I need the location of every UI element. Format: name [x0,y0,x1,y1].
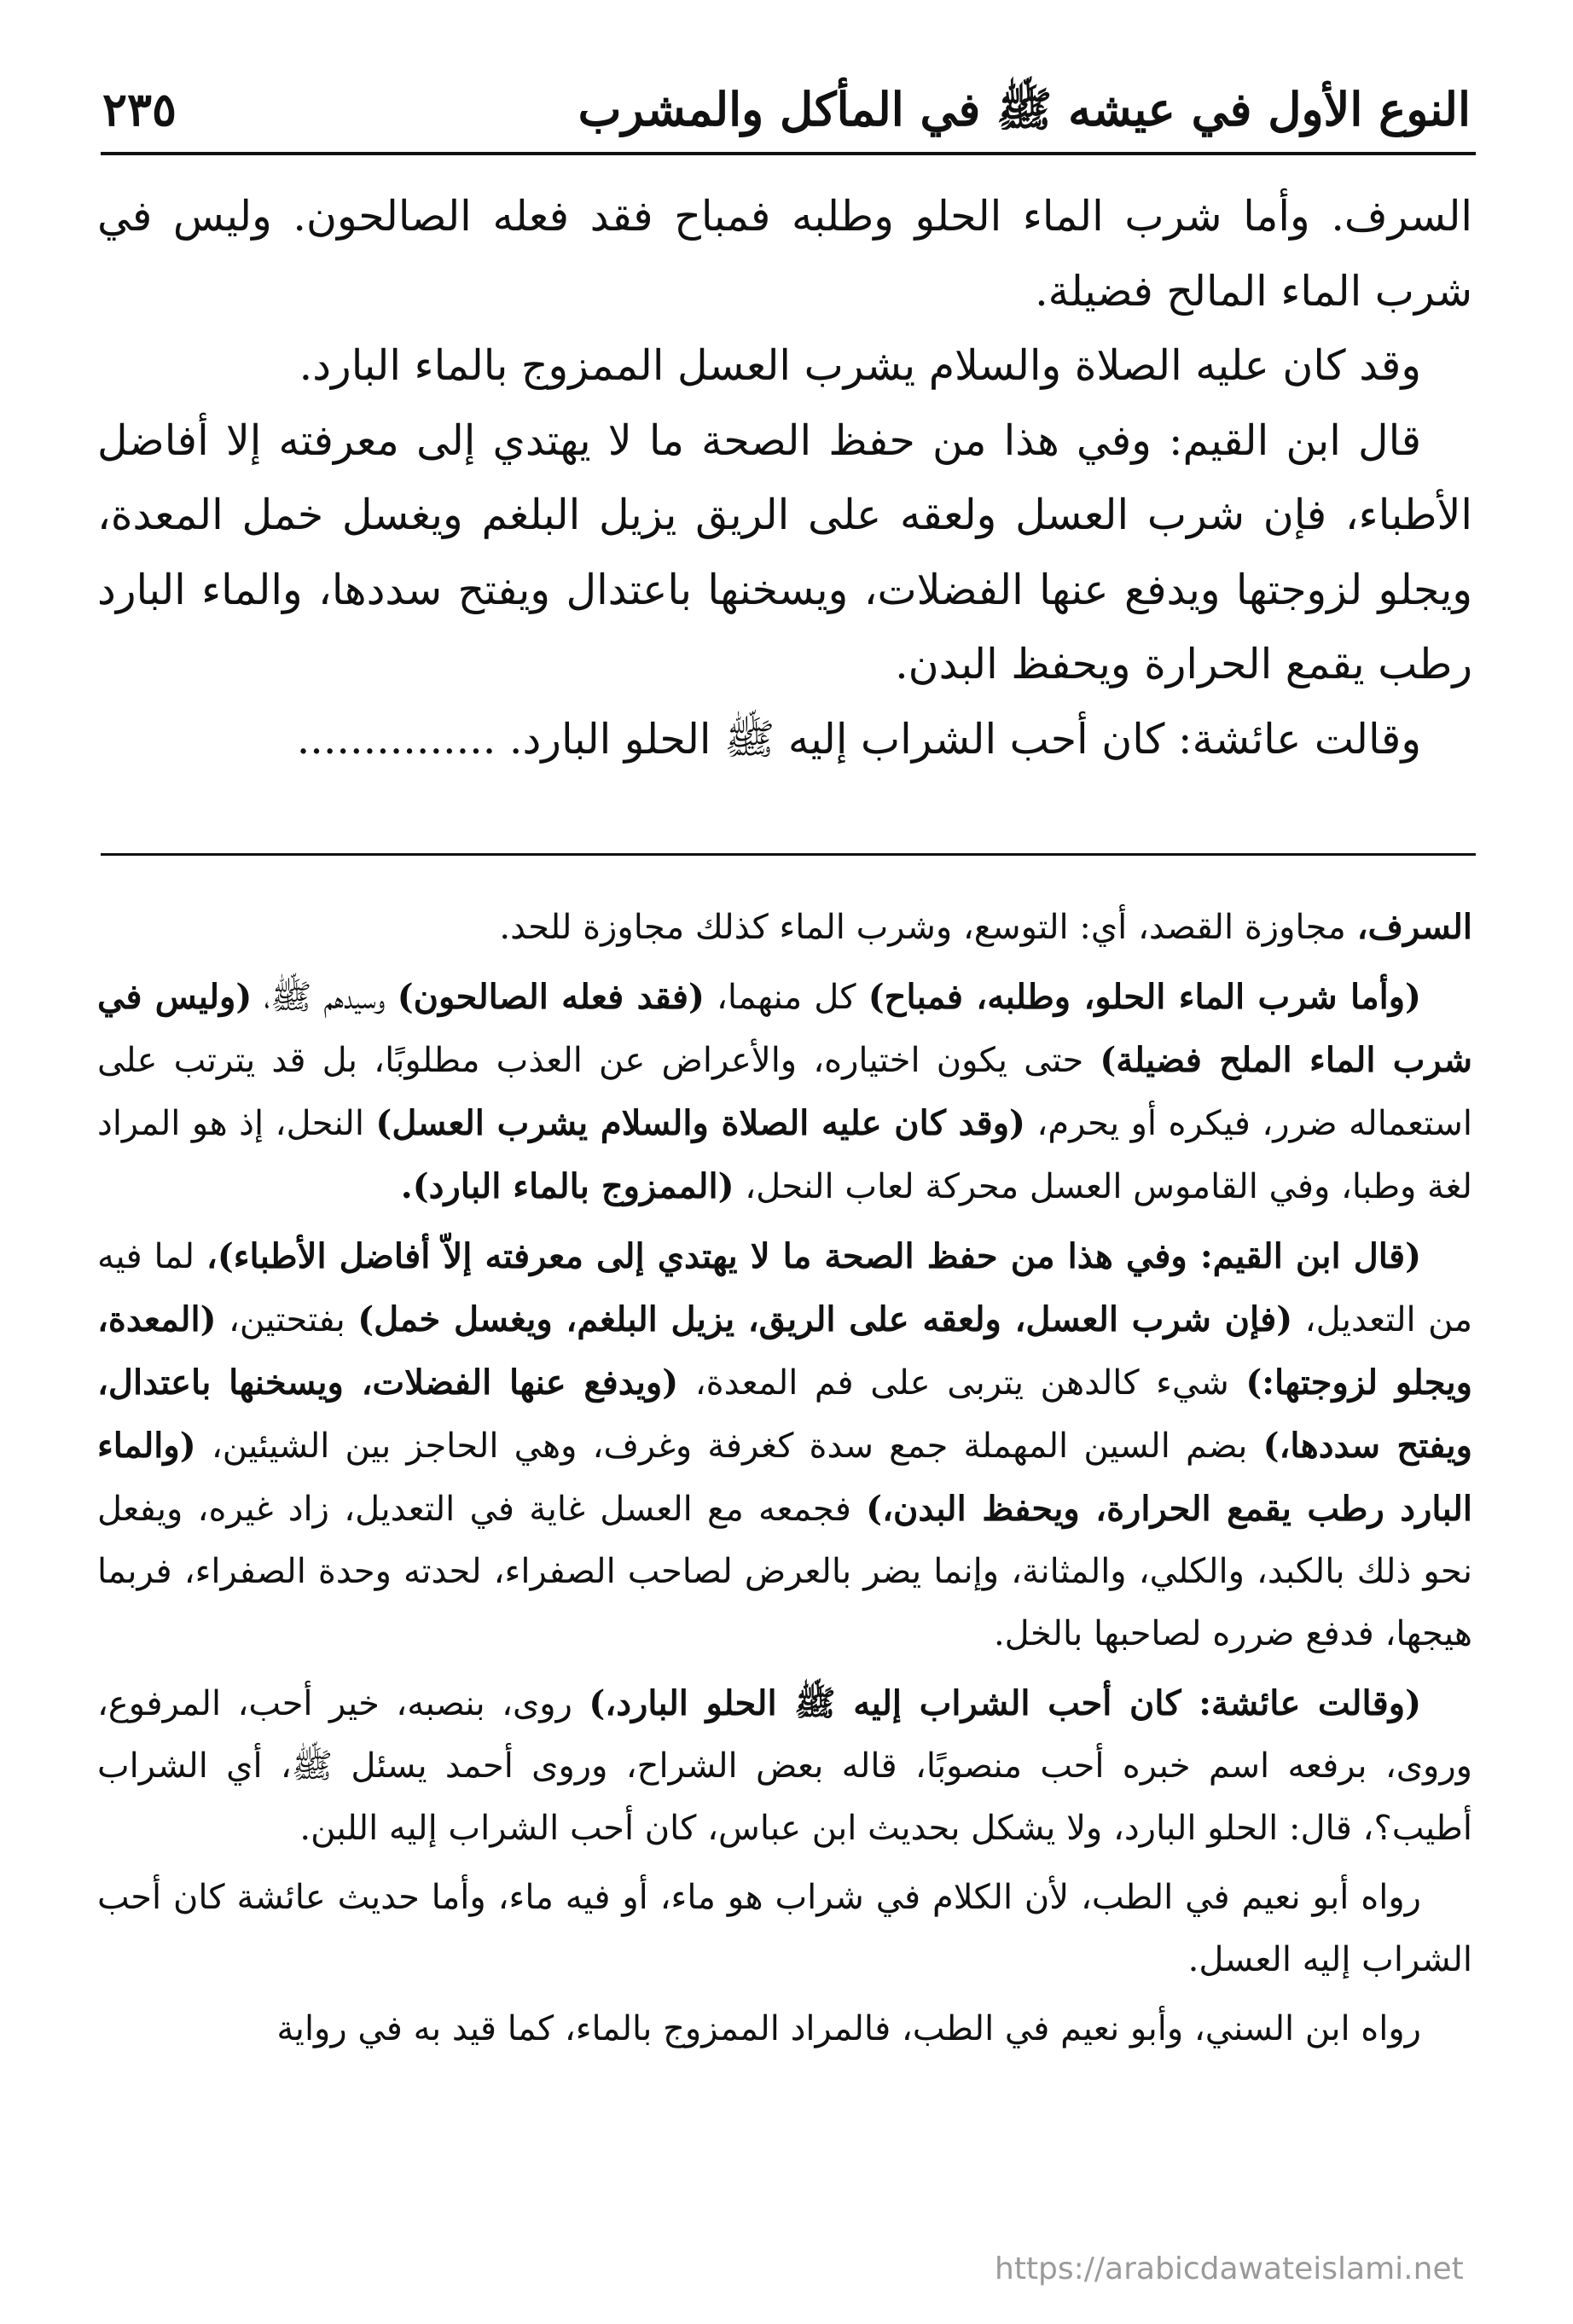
commentary-text: روى، بنصبه، خير أحب، المرفوع، وروى، برفعه اسم خبره أحب منصوبًا، قاله بعض الشراح، وروى أحمد يسئل ﷺ، أي الشراب أطيب؟، قال: الحلو البارد، ولا يشكل بحديث ابن عباس، كان أحب الشراب إليه اللبن. [97,1684,1472,1848]
commentary-paragraph [97,896,1472,959]
footnote-separator [101,853,1476,856]
commentary-text: بفتحتين، [216,1300,358,1339]
commentary-text: فجمعه مع العسل غاية في التعديل، زاد غيره، ويفعل نحو ذلك بالكبد، والكلي، والمثانة، وإنما يضر بالعرض لصاحب الصفراء، لحدته وحدة الصفراء، فربما هيجها، فدفع ضرره لصاحبها بالخل. [97,1490,1472,1653]
quoted-text: (المعدة، ويجلو لزوجتها:) [97,1299,1472,1403]
quoted-text: (وأما شرب الماء الحلو، وطلبه، فمباح) [868,977,1421,1017]
quoted-text: (فقد فعله الصالحون) [397,977,705,1017]
main-paragraph: وقد كان عليه الصلاة والسلام يشرب العسل الممزوج بالماء البارد. [299,341,1421,390]
running-title: النوع الأول في عيشه ﷺ في المأكل والمشرب [578,82,1471,137]
quoted-text: (والماء البارد رطب يقمع الحرارة، ويحفظ البدن،) [97,1426,1472,1529]
commentary-text: كل منهما، [704,978,868,1017]
quoted-text: (قال ابن القيم: وفي هذا من حفظ الصحة ما لا يهتدي إلى معرفته إلاّ أفاضل الأطباء)، [206,1236,1421,1276]
commentary-paragraph [97,1225,1472,1665]
main-text [97,179,1472,776]
quoted-text: (وقالت عائشة: كان أحب الشراب إليه ﷺ الحلو البارد،) [589,1683,1421,1723]
main-paragraph: قال ابن القيم: وفي هذا من حفظ الصحة ما لا يهتدي إلى معرفته إلا أفاضل الأطباء، فإن شرب العسل ولعقه على الريق يزيل البلغم ويغسل خمل المعدة، ويجلو لزوجتها ويدفع عنها الفضلات، ويسخنها باعتدال ويفتح سددها، والماء البارد رطب يقمع الحرارة ويحفظ البدن. [97,415,1472,688]
commentary-text: شيء كالدهن يتربى على فم المعدة، [678,1363,1246,1403]
quoted-text: السرف، [1356,907,1472,947]
watermark-url: https://arabicdawateislami.net [995,2251,1464,2286]
commentary-text: وسيدهم ﷺ، [252,978,398,1017]
main-paragraph: السرف. وأما شرب الماء الحلو وطلبه فمباح فقد فعله الصالحون. وليس في شرب الماء المالح فضيلة. [97,192,1472,316]
commentary-block [97,896,1472,2060]
quoted-text: (فإن شرب العسل، ولعقه على الريق، يزيل البلغم، ويغسل خمل) [357,1299,1293,1339]
commentary-text: بضم السين المهملة جمع سدة كغرفة وغرف، وهي الحاجز بين الشيئين، [195,1426,1263,1466]
commentary-text: لما فيه من التعديل، [97,1237,1472,1339]
commentary-text: حتى يكون اختياره، والأعراض عن العذب مطلوبًا، بل قد يترتب على استعماله ضرر، فيكره أو يحرم، [97,1041,1472,1143]
header-rule [101,152,1476,155]
commentary-text: النحل، إذ هو المراد لغة وطبا، وفي القاموس العسل محركة لعاب النحل، [97,1104,1472,1206]
quoted-text: (وقد كان عليه الصلاة والسلام يشرب العسل) [375,1103,1025,1143]
commentary-paragraph [97,1672,1472,1860]
quoted-text: (ويدفع عنها الفضلات، ويسخنها باعتدال، ويفتح سددها،) [97,1362,1472,1466]
commentary-paragraph: رواه أبو نعيم في الطب، لأن الكلام في شراب هو ماء، أو فيه ماء، وأما حديث عائشة كان أحب الشراب إليه العسل. [97,1878,1472,1979]
quoted-text: (وليس في شرب الماء الملح فضيلة) [97,977,1472,1080]
commentary-paragraph: رواه ابن السني، وأبو نعيم في الطب، فالمراد الممزوج بالماء، كما قيد به في رواية [276,2009,1421,2048]
page-number: ٢٣٥ [102,82,177,137]
commentary-text: مجاوزة القصد، أي: التوسع، وشرب الماء كذلك مجاوزة للحد. [499,908,1357,947]
main-paragraph: وقالت عائشة: كان أحب الشراب إليه ﷺ الحلو البارد. ............... [296,714,1421,764]
commentary-paragraph [97,966,1472,1218]
quoted-text: (الممزوج بالماء البارد). [400,1166,734,1206]
